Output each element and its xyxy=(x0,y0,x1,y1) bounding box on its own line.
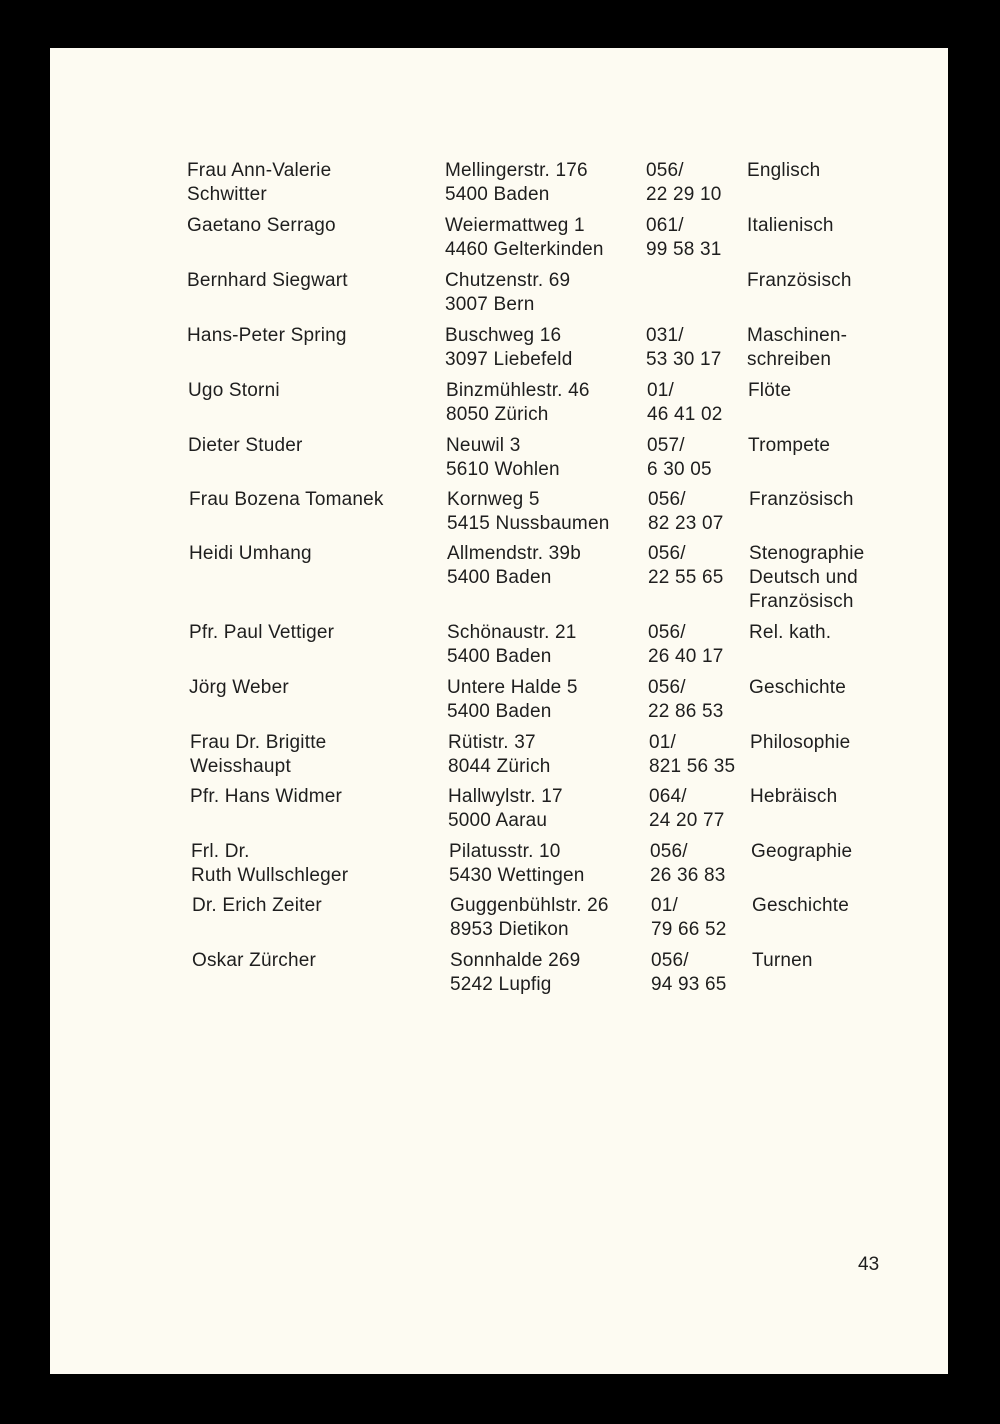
entry-address-line: 5610 Wohlen xyxy=(446,459,560,480)
entry-address-line: 4460 Gelterkinden xyxy=(445,239,604,260)
entry-phone xyxy=(648,542,724,590)
entry-phone-line: 46 41 02 xyxy=(647,404,723,425)
directory-entry xyxy=(51,379,949,431)
entry-name-line: Dr. Erich Zeiter xyxy=(192,895,322,916)
entry-subject xyxy=(749,621,831,645)
entry-name-line: Ruth Wullschleger xyxy=(191,865,349,886)
directory-entry xyxy=(53,785,951,837)
entry-subject-line: Englisch xyxy=(747,160,821,181)
entry-name xyxy=(191,840,348,888)
entry-phone-line: 53 30 17 xyxy=(646,349,722,370)
entry-name-line: Pfr. Paul Vettiger xyxy=(189,622,335,643)
entry-name-line: Pfr. Hans Widmer xyxy=(190,786,343,807)
entry-subject xyxy=(752,949,813,973)
entry-name xyxy=(192,894,322,918)
entry-address xyxy=(448,731,551,779)
entry-phone-line: 22 55 65 xyxy=(648,567,724,588)
entry-phone-line: 056/ xyxy=(646,160,684,181)
entry-address-line: Binzmühlestr. 46 xyxy=(446,380,590,401)
entry-name xyxy=(187,269,348,293)
entry-name xyxy=(187,324,347,348)
entry-phone xyxy=(648,621,724,669)
entry-name-line: Hans-Peter Spring xyxy=(187,325,347,346)
entry-phone-line: 01/ xyxy=(647,380,675,401)
page-number: 43 xyxy=(858,1254,880,1275)
entry-address-line: Pilatusstr. 10 xyxy=(449,841,561,862)
entry-address xyxy=(445,159,588,207)
entry-address-line: Schönaustr. 21 xyxy=(447,622,577,643)
entry-address xyxy=(449,840,585,888)
entry-phone xyxy=(648,676,724,724)
entry-address-line: 8044 Zürich xyxy=(448,756,551,777)
entry-phone xyxy=(646,159,722,207)
entry-phone-line: 821 56 35 xyxy=(649,756,736,777)
entry-subject-line: Französisch xyxy=(749,489,854,510)
entry-name-line: Weisshaupt xyxy=(190,756,291,777)
entry-subject xyxy=(751,840,852,864)
entry-subject-line: schreiben xyxy=(747,349,832,370)
entry-address xyxy=(447,676,578,724)
entry-subject xyxy=(747,159,820,183)
entry-phone xyxy=(646,324,722,372)
entry-name-line: Frau Ann-Valerie xyxy=(187,160,332,181)
entry-address xyxy=(448,785,563,833)
entry-address-line: 8050 Zürich xyxy=(446,404,549,425)
entry-phone xyxy=(647,379,723,427)
entry-subject-line: Deutsch und xyxy=(749,567,858,588)
entry-subject-line: Flöte xyxy=(748,380,792,401)
entry-subject-line: Italienisch xyxy=(747,215,834,236)
entry-address xyxy=(447,621,577,669)
entry-subject-line: Französisch xyxy=(747,270,852,291)
entry-phone xyxy=(648,488,724,536)
entry-name-line: Dieter Studer xyxy=(188,435,303,456)
entry-address xyxy=(447,542,581,590)
entry-name xyxy=(188,434,303,458)
entry-name xyxy=(189,621,334,645)
entry-phone-line: 01/ xyxy=(649,732,677,753)
entry-subject-line: Hebräisch xyxy=(750,786,838,807)
entry-subject xyxy=(749,488,854,512)
entry-subject-line: Maschinen- xyxy=(747,325,848,346)
entry-address xyxy=(450,949,580,997)
directory-entry xyxy=(52,621,950,673)
entry-address-line: Neuwil 3 xyxy=(446,435,521,456)
directory-entry xyxy=(50,269,948,321)
entry-address xyxy=(446,379,590,427)
entry-phone-line: 056/ xyxy=(648,622,686,643)
document-page xyxy=(50,48,948,1374)
entry-address-line: 5400 Baden xyxy=(445,184,550,205)
entry-name-line: Bernhard Siegwart xyxy=(187,270,348,291)
entry-address xyxy=(445,269,570,317)
entry-address-line: Weiermattweg 1 xyxy=(445,215,585,236)
entry-address xyxy=(445,324,572,372)
directory-entry xyxy=(55,894,953,946)
entry-name xyxy=(190,731,326,779)
entry-phone-line: 79 66 52 xyxy=(651,919,727,940)
entry-phone-line: 056/ xyxy=(648,489,686,510)
entry-address-line: 8953 Dietikon xyxy=(450,919,569,940)
entry-phone xyxy=(646,214,722,262)
directory-entry xyxy=(52,488,950,540)
entry-name-line: Oskar Zürcher xyxy=(192,950,317,971)
entry-name-line: Schwitter xyxy=(187,184,267,205)
directory-entry xyxy=(54,840,952,892)
entry-phone-line: 82 23 07 xyxy=(648,513,724,534)
entry-address-line: Chutzenstr. 69 xyxy=(445,270,571,291)
entry-phone-line: 056/ xyxy=(648,677,686,698)
entry-address-line: 5400 Baden xyxy=(447,701,552,722)
entry-address-line: Mellingerstr. 176 xyxy=(445,160,588,181)
directory-entry xyxy=(53,731,951,783)
entry-address-line: Kornweg 5 xyxy=(447,489,540,510)
entry-subject-line: Trompete xyxy=(748,435,831,456)
directory-entry xyxy=(50,214,948,266)
entry-subject-line: Rel. kath. xyxy=(749,622,832,643)
entry-subject-line: Geschichte xyxy=(749,677,847,698)
entry-name-line: Frau Bozena Tomanek xyxy=(189,489,384,510)
entry-subject xyxy=(748,434,830,458)
entry-phone xyxy=(650,840,726,888)
entry-phone xyxy=(651,949,727,997)
entry-phone-line: 064/ xyxy=(649,786,687,807)
entry-subject xyxy=(752,894,849,918)
directory-entry xyxy=(52,676,950,728)
entry-name xyxy=(187,214,336,238)
entry-phone-line: 056/ xyxy=(650,841,688,862)
entry-name-line: Gaetano Serrago xyxy=(187,215,336,236)
entry-subject xyxy=(747,269,852,293)
entry-name xyxy=(187,159,331,207)
entry-name-line: Frl. Dr. xyxy=(191,841,250,862)
entry-subject xyxy=(750,785,837,809)
entry-name xyxy=(189,676,289,700)
entry-name xyxy=(190,785,342,809)
entry-address xyxy=(450,894,609,942)
entry-address-line: Hallwylstr. 17 xyxy=(448,786,563,807)
entry-phone-line: 94 93 65 xyxy=(651,974,727,995)
entry-subject xyxy=(747,324,847,372)
entry-phone xyxy=(647,434,712,482)
entry-phone-line: 99 58 31 xyxy=(646,239,722,260)
entry-name-line: Heidi Umhang xyxy=(189,543,312,564)
entry-subject xyxy=(749,542,864,614)
entry-subject xyxy=(748,379,791,403)
entry-phone-line: 056/ xyxy=(648,543,686,564)
entry-name xyxy=(189,488,384,512)
entry-phone-line: 24 20 77 xyxy=(649,810,725,831)
entry-phone-line: 01/ xyxy=(651,895,679,916)
entry-phone-line: 22 29 10 xyxy=(646,184,722,205)
entry-address-line: 5000 Aarau xyxy=(448,810,548,831)
entry-name-line: Jörg Weber xyxy=(189,677,289,698)
directory-entry xyxy=(50,324,948,376)
entry-subject-line: Französisch xyxy=(749,591,854,612)
entry-subject-line: Turnen xyxy=(752,950,813,971)
entry-phone-line: 057/ xyxy=(647,435,685,456)
entry-address xyxy=(446,434,560,482)
entry-name xyxy=(188,379,280,403)
entry-address-line: Rütistr. 37 xyxy=(448,732,536,753)
entry-name-line: Ugo Storni xyxy=(188,380,280,401)
entry-phone xyxy=(649,785,725,833)
entry-subject-line: Geographie xyxy=(751,841,853,862)
directory-entry xyxy=(50,159,948,211)
entry-address-line: Untere Halde 5 xyxy=(447,677,578,698)
entry-address-line: Sonnhalde 269 xyxy=(450,950,581,971)
directory-entry xyxy=(55,949,953,1001)
entry-phone-line: 031/ xyxy=(646,325,684,346)
entry-subject xyxy=(749,676,846,700)
entry-phone-line: 22 86 53 xyxy=(648,701,724,722)
entry-phone xyxy=(649,731,735,779)
entry-address-line: Buschweg 16 xyxy=(445,325,562,346)
entry-address-line: 5400 Baden xyxy=(447,646,552,667)
entry-subject-line: Philosophie xyxy=(750,732,851,753)
entry-address-line: 5400 Baden xyxy=(447,567,552,588)
entry-subject-line: Geschichte xyxy=(752,895,850,916)
entry-address-line: 5242 Lupfig xyxy=(450,974,552,995)
entry-phone xyxy=(651,894,727,942)
entry-phone-line: 26 40 17 xyxy=(648,646,724,667)
entry-name xyxy=(192,949,316,973)
entry-address-line: 5430 Wettingen xyxy=(449,865,585,886)
directory-list xyxy=(50,48,948,1374)
entry-phone-line: 6 30 05 xyxy=(647,459,712,480)
directory-entry xyxy=(52,542,950,612)
directory-entry xyxy=(51,434,949,486)
entry-phone-line: 26 36 83 xyxy=(650,865,726,886)
entry-name xyxy=(189,542,312,566)
entry-address xyxy=(447,488,610,536)
entry-phone-line: 061/ xyxy=(646,215,684,236)
entry-name-line: Frau Dr. Brigitte xyxy=(190,732,327,753)
entry-subject xyxy=(747,214,834,238)
entry-address xyxy=(445,214,604,262)
entry-address-line: Allmendstr. 39b xyxy=(447,543,581,564)
entry-phone-line: 056/ xyxy=(651,950,689,971)
entry-subject-line: Stenographie xyxy=(749,543,865,564)
entry-address-line: 5415 Nussbaumen xyxy=(447,513,610,534)
entry-subject xyxy=(750,731,850,755)
entry-address-line: Guggenbühlstr. 26 xyxy=(450,895,609,916)
entry-address-line: 3007 Bern xyxy=(445,294,535,315)
entry-address-line: 3097 Liebefeld xyxy=(445,349,573,370)
